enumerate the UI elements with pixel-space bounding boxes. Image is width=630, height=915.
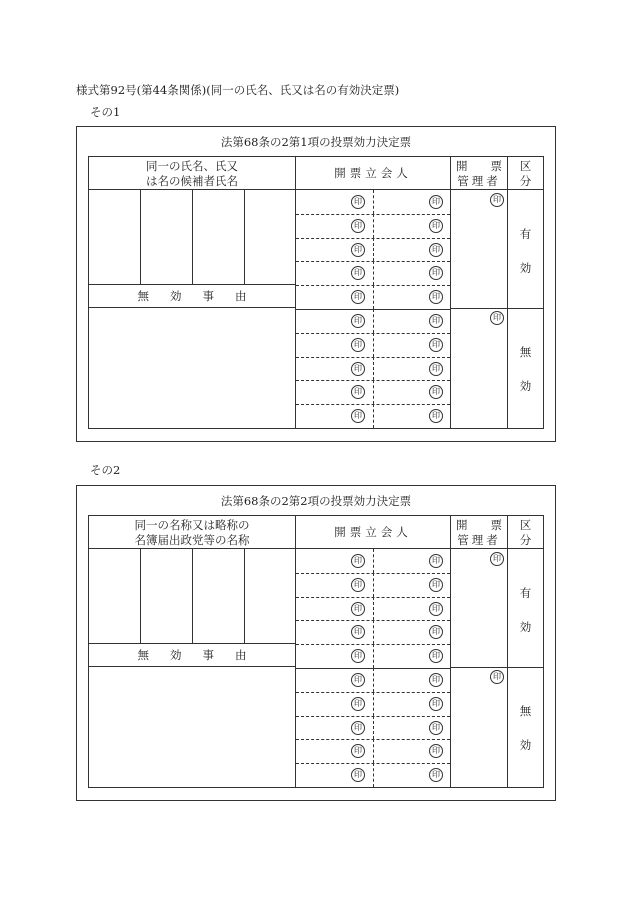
- reason-char: 事: [202, 289, 214, 303]
- reason-char: 由: [235, 648, 247, 662]
- witness-seal-row: [296, 716, 450, 741]
- invalid-label-char-1: 無: [519, 704, 532, 718]
- invalid-reason-label: [89, 644, 296, 667]
- witness-seal-row: [296, 404, 450, 428]
- form-title: 法第68条の2第1項の投票効力決定票: [220, 135, 412, 149]
- seal-mark: 印: [351, 625, 365, 639]
- class-area: [508, 549, 543, 787]
- reason-char: 無: [137, 648, 149, 662]
- name-cell-divider: [140, 549, 141, 643]
- seal-mark: 印: [351, 554, 365, 568]
- witness-seal-row: [296, 573, 450, 598]
- witness-seal-row: [296, 357, 450, 382]
- seal-mark: 印: [351, 649, 365, 663]
- manager-seal-area: [451, 190, 508, 428]
- witness-seal-area: [296, 549, 451, 787]
- name-cell-divider: [192, 549, 193, 643]
- witness-seal-row: [296, 285, 450, 310]
- seal-mark: 印: [429, 602, 443, 616]
- name-cell-divider: [192, 190, 193, 284]
- decision-table: [88, 156, 544, 429]
- seal-mark: 印: [351, 673, 365, 687]
- manager-header: [451, 516, 508, 549]
- form-heading: 様式第92号(第44条関係)(同一の氏名、氏又は名の有効決定票): [76, 83, 400, 97]
- witness-seal-row: [296, 739, 450, 764]
- reason-char: 由: [235, 289, 247, 303]
- seal-mark: 印: [429, 409, 443, 423]
- witness-seal-row: [296, 620, 450, 645]
- seal-mark: 印: [429, 625, 443, 639]
- candidate-name-header: [89, 157, 296, 190]
- manager-header-line-2: 管理者: [457, 533, 501, 547]
- witness-seal-area: [296, 190, 451, 428]
- witness-seal-row: [296, 380, 450, 405]
- seal-mark: 印: [429, 243, 443, 257]
- witness-seal-row: [296, 238, 450, 263]
- witness-seal-row: [296, 763, 450, 787]
- valid-label-char-2: 効: [519, 620, 532, 634]
- manager-header-char-1: 開: [456, 518, 468, 532]
- class-header-char-2: 分: [519, 533, 532, 547]
- seal-mark: 印: [429, 362, 443, 376]
- seal-mark: 印: [429, 290, 443, 304]
- manager-seal-area: [451, 549, 508, 787]
- decision-table: [88, 515, 544, 788]
- candidate-name-header-line-1: 同一の名称又は略称の: [134, 518, 250, 532]
- form-2-label: その2: [90, 463, 121, 477]
- valid-label-char-1: 有: [519, 586, 532, 600]
- seal-mark: 印: [429, 314, 443, 328]
- reason-char: 効: [170, 648, 182, 662]
- seal-mark: 印: [429, 721, 443, 735]
- manager-header-line-2: 管理者: [457, 174, 501, 188]
- reason-char: 事: [202, 648, 214, 662]
- witness-header: 開票立会人: [296, 157, 451, 190]
- form-title: 法第68条の2第2項の投票効力決定票: [220, 494, 412, 508]
- seal-mark: 印: [429, 338, 443, 352]
- class-header-char-1: 区: [519, 159, 532, 173]
- seal-mark: 印: [351, 362, 365, 376]
- seal-mark: 印: [429, 697, 443, 711]
- seal-mark: 印: [351, 219, 365, 233]
- seal-mark: 印: [490, 670, 504, 684]
- seal-mark: 印: [429, 649, 443, 663]
- valid-label-char-2: 効: [519, 261, 532, 275]
- manager-header-char-1: 開: [456, 159, 468, 173]
- name-cell-divider: [244, 190, 245, 284]
- candidate-name-cells: [89, 190, 296, 285]
- witness-header: 開票立会人: [296, 516, 451, 549]
- class-area: [508, 190, 543, 428]
- class-header-char-1: 区: [519, 518, 532, 532]
- seal-mark: 印: [490, 552, 504, 566]
- form-1-label: その1: [90, 105, 121, 119]
- seal-mark: 印: [351, 744, 365, 758]
- witness-seal-row: [296, 549, 450, 574]
- witness-seal-row: [296, 644, 450, 669]
- seal-mark: 印: [351, 290, 365, 304]
- class-header: [508, 157, 543, 190]
- seal-mark: 印: [429, 266, 443, 280]
- witness-seal-row: [296, 597, 450, 622]
- seal-mark: 印: [351, 338, 365, 352]
- witness-seal-row: [296, 668, 450, 693]
- seal-mark: 印: [490, 193, 504, 207]
- name-cell-divider: [140, 190, 141, 284]
- manager-header-char-2: 票: [490, 518, 502, 532]
- seal-mark: 印: [429, 195, 443, 209]
- reason-char: 無: [137, 289, 149, 303]
- seal-mark: 印: [351, 409, 365, 423]
- candidate-name-header-line-2: は名の候補者氏名: [146, 174, 238, 188]
- invalid-reason-label: [89, 285, 296, 308]
- seal-mark: 印: [351, 195, 365, 209]
- seal-mark: 印: [351, 266, 365, 280]
- invalid-label-char-1: 無: [519, 345, 532, 359]
- name-cell-divider: [244, 549, 245, 643]
- invalid-reason-area: [89, 667, 296, 787]
- seal-mark: 印: [429, 673, 443, 687]
- candidate-name-header-line-2: 名簿届出政党等の名称: [134, 533, 250, 547]
- witness-seal-row: [296, 692, 450, 717]
- class-header-char-2: 分: [519, 174, 532, 188]
- seal-mark: 印: [351, 602, 365, 616]
- class-header: [508, 516, 543, 549]
- form-1: [76, 126, 556, 442]
- seal-mark: 印: [351, 385, 365, 399]
- manager-header-char-2: 票: [490, 159, 502, 173]
- seal-mark: 印: [429, 744, 443, 758]
- invalid-label-char-2: 効: [519, 738, 532, 752]
- invalid-label-char-2: 効: [519, 379, 532, 393]
- valid-label-char-1: 有: [519, 227, 532, 241]
- witness-seal-row: [296, 261, 450, 286]
- candidate-name-header-line-1: 同一の氏名、氏又: [146, 159, 238, 173]
- seal-mark: 印: [429, 219, 443, 233]
- seal-mark: 印: [490, 311, 504, 325]
- candidate-name-cells: [89, 549, 296, 644]
- seal-mark: 印: [351, 721, 365, 735]
- candidate-name-header: [89, 516, 296, 549]
- witness-seal-row: [296, 214, 450, 239]
- seal-mark: 印: [351, 243, 365, 257]
- reason-char: 効: [170, 289, 182, 303]
- seal-mark: 印: [351, 768, 365, 782]
- manager-header: [451, 157, 508, 190]
- witness-seal-row: [296, 190, 450, 215]
- seal-mark: 印: [351, 697, 365, 711]
- seal-mark: 印: [351, 314, 365, 328]
- seal-mark: 印: [429, 554, 443, 568]
- seal-mark: 印: [429, 768, 443, 782]
- invalid-reason-area: [89, 308, 296, 428]
- witness-seal-row: [296, 333, 450, 358]
- witness-seal-row: [296, 309, 450, 334]
- form-2: [76, 485, 556, 801]
- seal-mark: 印: [351, 578, 365, 592]
- seal-mark: 印: [429, 578, 443, 592]
- seal-mark: 印: [429, 385, 443, 399]
